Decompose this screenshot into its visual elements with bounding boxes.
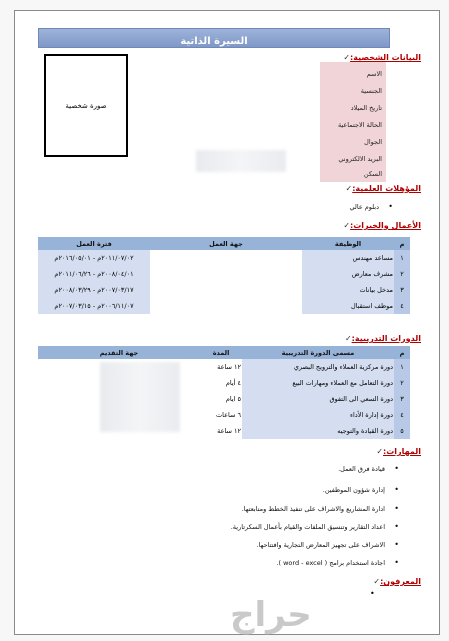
- cell-job: مدخل بيانات: [302, 282, 394, 298]
- col-duration: المدة: [200, 346, 242, 359]
- cell-period: ٢٠٠٦/١١/٠٧م - ٢٠٠٧/٠٣/١٥م: [38, 298, 150, 314]
- section-references: [369, 577, 421, 586]
- cell-index: ٣: [394, 391, 410, 407]
- col-job: الوظيفة: [302, 237, 394, 250]
- work-table: [38, 237, 410, 314]
- cv-title-bar: [38, 28, 390, 48]
- personal-fields-box: [320, 62, 386, 182]
- section-skills-label: المهارات:: [383, 447, 421, 456]
- col-course: مسمى الدورة التدريبية: [242, 346, 394, 359]
- cell-duration: ١٢ ساعة: [200, 423, 242, 439]
- field-residence: السكن: [363, 170, 382, 178]
- cell-period: ٢٠٠٨/٠٤/٠١م - ٢٠١١/٠٦/٢٦م: [38, 266, 150, 282]
- cell-index: ١: [394, 359, 410, 375]
- skill-item: قيادة فرق العمل. •: [338, 465, 385, 473]
- section-personal: [339, 53, 421, 62]
- table-row: [38, 298, 410, 314]
- skill-item: اجادة استخدام برامج ( word - excel ). •: [276, 559, 385, 567]
- check-icon: ✓: [376, 447, 384, 456]
- cell-employer: [150, 282, 302, 298]
- cell-course: دورة السعي الى التفوق: [242, 391, 394, 407]
- field-email: البريد الالكتروني: [338, 155, 382, 163]
- table-row: [38, 282, 410, 298]
- section-work-label: الأعمال والخبرات:: [350, 221, 421, 230]
- cell-index: ٢: [394, 266, 410, 282]
- skill-item: ادارة المشاريع والاشراف على تنفيذ الخطط ومتابعتها. •: [242, 505, 385, 513]
- table-row: [38, 359, 410, 375]
- cell-index: ٣: [394, 282, 410, 298]
- cell-course: دورة إدارة الأداء: [242, 407, 394, 423]
- watermark-logo: حراج: [230, 595, 312, 635]
- cell-period: ٢٠٠٧/٠٣/١٧م - ٢٠٠٨/٠٣/٢٩م: [38, 282, 150, 298]
- cell-duration: ٥ ايام: [200, 391, 242, 407]
- cell-course: دورة مركزية العملاء والترويج البصري: [242, 359, 394, 375]
- cell-course: دورة القيادة والتوجيه: [242, 423, 394, 439]
- photo-label: صورة شخصية: [65, 101, 107, 110]
- table-row: [38, 407, 410, 423]
- cell-duration: ٦ ساعات: [200, 407, 242, 423]
- check-icon: ✓: [343, 221, 351, 230]
- table-row: [38, 266, 410, 282]
- cell-index: ٢: [394, 375, 410, 391]
- check-icon: ✓: [344, 334, 352, 343]
- section-qualifications: [342, 184, 421, 193]
- section-skills: [372, 447, 421, 456]
- cell-employer: [150, 250, 302, 266]
- qualification-item: دبلوم عالي •: [349, 203, 379, 211]
- skill-item: الاشراف على تجهيز المعارض التجارية وافتتاحها. •: [257, 541, 385, 549]
- section-references-label: المعرفون:: [380, 577, 421, 586]
- section-work: [339, 221, 421, 230]
- cv-title: السيرة الذاتية: [180, 36, 248, 47]
- cell-period: ٢٠١١/٠٧/٠٢م - ٢٠١٦/٠٥/٠١م: [38, 250, 150, 266]
- cell-duration: ٤ أيام: [200, 375, 242, 391]
- skill-item: اعداد التقارير وتنسيق الملفات والقيام بأعمال السكرتارية. •: [231, 523, 385, 531]
- cell-index: ٤: [394, 407, 410, 423]
- courses-table: [38, 346, 410, 439]
- check-icon: ✓: [343, 53, 351, 62]
- cell-index: ١: [394, 250, 410, 266]
- cell-index: ٤: [394, 298, 410, 314]
- section-personal-label: البيانات الشخصية:: [350, 53, 421, 62]
- table-row: [38, 375, 410, 391]
- field-name: الاسم: [366, 70, 382, 78]
- redacted-area: [196, 150, 286, 172]
- col-index: م: [394, 237, 410, 250]
- field-nationality: الجنسية: [360, 87, 382, 95]
- courses-table-header: [38, 346, 410, 359]
- check-icon: ✓: [345, 184, 353, 193]
- redacted-area: [100, 362, 180, 432]
- field-birthdate: تاريخ الميلاد: [350, 104, 382, 112]
- photo-placeholder: [44, 54, 128, 157]
- table-row: [38, 423, 410, 439]
- section-courses: [341, 334, 421, 343]
- reference-bullet: •: [370, 589, 375, 598]
- col-employer: جهة العمل: [150, 237, 302, 250]
- cell-job: مشرف معارض: [302, 266, 394, 282]
- cell-employer: [150, 298, 302, 314]
- col-provider: جهة التقديم: [38, 346, 200, 359]
- col-period: فترة العمل: [38, 237, 150, 250]
- table-row: [38, 250, 410, 266]
- cell-employer: [150, 266, 302, 282]
- cell-duration: ١٢ ساعة: [200, 359, 242, 375]
- field-mobile: الجوال: [364, 138, 382, 146]
- cell-job: موظف استقبال: [302, 298, 394, 314]
- cell-index: ٥: [394, 423, 410, 439]
- section-qualifications-label: المؤهلات العلمية:: [352, 184, 421, 193]
- skill-item: إدارة شؤون الموظفين. •: [323, 486, 385, 494]
- field-marital: الحالة الاجتماعية: [337, 121, 382, 129]
- check-icon: ✓: [373, 577, 381, 586]
- cell-course: دورة التعامل مع العملاء ومهارات البيع: [242, 375, 394, 391]
- col-index: م: [394, 346, 410, 359]
- table-row: [38, 391, 410, 407]
- section-courses-label: الدورات التدريبية:: [351, 334, 421, 343]
- work-table-header: [38, 237, 410, 250]
- cell-job: مساعد مهندس: [302, 250, 394, 266]
